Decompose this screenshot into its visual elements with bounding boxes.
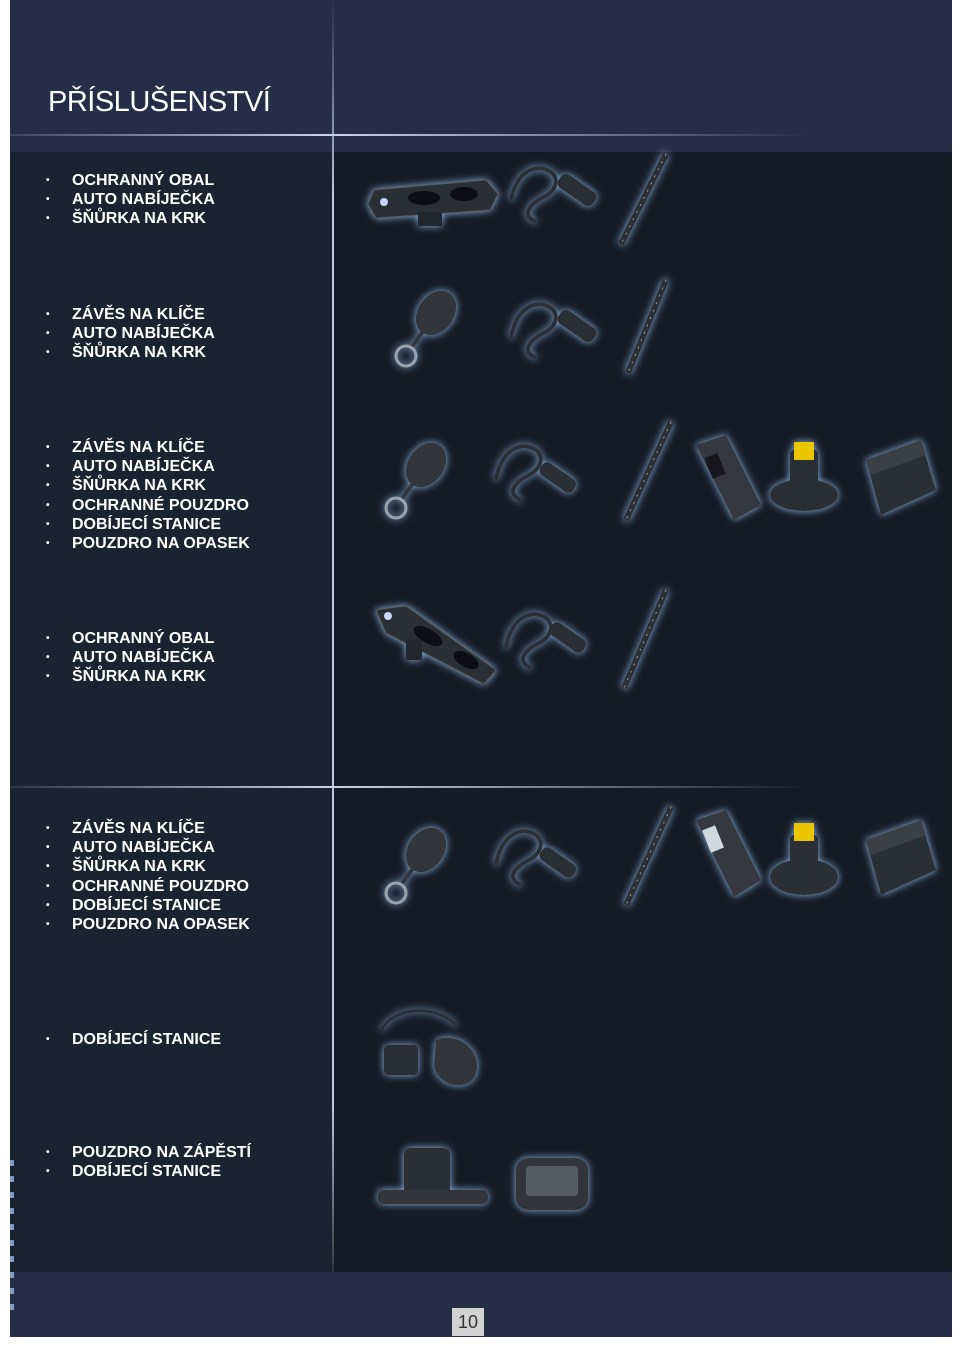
product-images-1 (366, 152, 686, 257)
list-item: • OCHRANNÝ OBAL (46, 629, 215, 648)
product-images-5 (366, 805, 946, 920)
key-holder-image (386, 820, 455, 903)
charging-cradle-image (516, 1158, 588, 1210)
product-images-6 (366, 1000, 496, 1100)
product-images-2 (366, 278, 686, 383)
list-item: • POUZDRO NA OPASEK (46, 534, 250, 553)
edge-ticks (10, 1160, 14, 1310)
neck-lanyard-image (621, 154, 666, 244)
list-item: • AUTO NABÍJEČKA (46, 324, 215, 343)
accessory-list-5 (46, 819, 250, 934)
list-item: • ŠŇŮRKA NA KRK (46, 667, 215, 686)
list-item: • AUTO NABÍJEČKA (46, 457, 250, 476)
neck-lanyard-image (626, 422, 671, 520)
list-item: • AUTO NABÍJEČKA (46, 648, 215, 667)
protective-case-image (368, 180, 498, 226)
list-item: • POUZDRO NA OPASEK (46, 915, 250, 934)
wrist-pouch-image (378, 1148, 488, 1204)
car-charger-image (496, 831, 578, 885)
accessory-list-6 (46, 1030, 221, 1049)
neck-lanyard-image (626, 807, 671, 905)
list-item: • ZÁVĚS NA KLÍČE (46, 819, 250, 838)
key-holder-image (386, 435, 455, 518)
belt-pouch-image (866, 440, 936, 515)
protective-case-image (376, 606, 496, 684)
charging-station-image (770, 823, 838, 895)
protective-pouch-image (696, 810, 761, 897)
charging-station-image (770, 442, 838, 511)
list-item: • AUTO NABÍJEČKA (46, 838, 250, 857)
list-item: • OCHRANNÉ POUZDRO (46, 877, 250, 896)
car-charger-image (511, 304, 599, 358)
page-title: PŘÍSLUŠENSTVÍ (48, 86, 271, 118)
accessory-list-4 (46, 629, 215, 687)
page-frame (10, 0, 952, 1337)
protective-pouch-image (696, 435, 761, 520)
car-charger-image (496, 446, 578, 500)
product-images-4 (366, 588, 686, 703)
key-holder-image (396, 283, 465, 366)
list-item: • POUZDRO NA ZÁPĚSTÍ (46, 1143, 251, 1162)
list-item: • ŠŇŮRKA NA KRK (46, 857, 250, 876)
list-item: • ŠŇŮRKA NA KRK (46, 343, 215, 362)
column-divider (332, 0, 334, 1300)
car-charger-image (511, 168, 599, 222)
accessory-list-7 (46, 1143, 251, 1181)
accessory-list-1 (46, 171, 215, 229)
accessory-list-3 (46, 438, 250, 553)
page-number: 10 (452, 1308, 484, 1336)
list-item: • OCHRANNÝ OBAL (46, 171, 215, 190)
product-images-7 (366, 1140, 606, 1230)
list-item: • ŠŇŮRKA NA KRK (46, 209, 215, 228)
wall-charger-image (381, 1011, 477, 1086)
list-item: • AUTO NABÍJEČKA (46, 190, 215, 209)
belt-pouch-image (866, 820, 936, 895)
list-item: • DOBÍJECÍ STANICE (46, 1030, 221, 1049)
header-band (10, 0, 952, 152)
list-item: • DOBÍJECÍ STANICE (46, 896, 250, 915)
list-item: • DOBÍJECÍ STANICE (46, 515, 250, 534)
list-item: • ZÁVĚS NA KLÍČE (46, 305, 215, 324)
list-item: • DOBÍJECÍ STANICE (46, 1162, 251, 1181)
accessory-list-2 (46, 305, 215, 363)
neck-lanyard-image (628, 280, 666, 373)
list-item: • OCHRANNÉ POUZDRO (46, 496, 250, 515)
list-item: • ŠŇŮRKA NA KRK (46, 476, 250, 495)
product-images-3 (366, 420, 946, 535)
car-charger-image (506, 614, 588, 668)
header-divider (10, 134, 810, 136)
neck-lanyard-image (624, 590, 666, 688)
section-divider (10, 786, 810, 788)
list-item: • ZÁVĚS NA KLÍČE (46, 438, 250, 457)
